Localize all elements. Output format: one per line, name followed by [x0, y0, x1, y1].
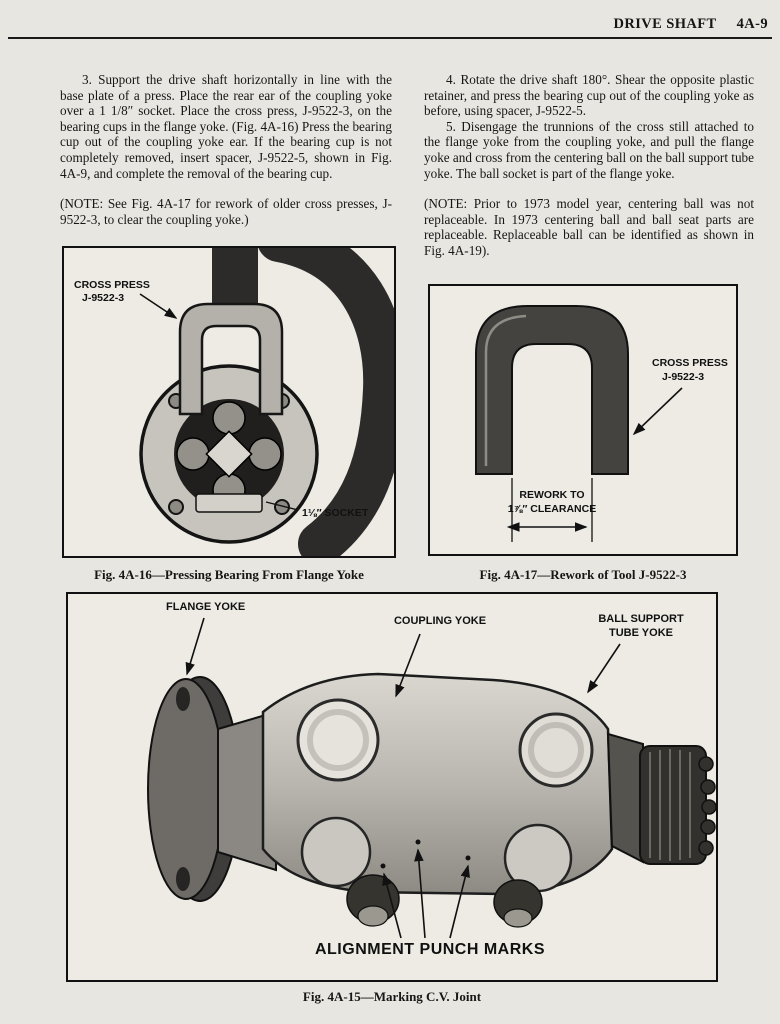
fig15-coupling-yoke-label: COUPLING YOKE — [393, 615, 487, 627]
fig17-cross-press-number: J-9522-3 — [662, 371, 705, 383]
right-note-paragraph: (NOTE: Prior to 1973 model year, centering ball was not replaceable. In 1973 centering ball and ball seat parts are replaceable. Replaceable ball can be identified as shown in Fig. 4A-19). — [424, 196, 754, 258]
header-rule — [8, 37, 772, 39]
fig17-cross-press-label: CROSS PRESS — [652, 357, 728, 369]
socket-tool — [196, 494, 262, 512]
figure-4a15-caption: Fig. 4A-15—Marking C.V. Joint — [302, 989, 482, 1004]
fig15-flange-yoke-arrow — [187, 618, 204, 674]
figure-4a16-box — [62, 246, 396, 558]
fig16-cross-press-arrow — [140, 294, 176, 318]
page-number: 4A-9 — [736, 16, 768, 32]
fig16-cross-press-label: CROSS PRESS — [74, 279, 150, 291]
figure-4a17-box — [428, 284, 738, 556]
right-column — [424, 72, 754, 259]
press-ram — [212, 248, 258, 306]
rework-dimension — [508, 478, 596, 542]
figure-4a17-caption: Fig. 4A-17—Rework of Tool J-9522-3 — [479, 567, 687, 582]
step-3-paragraph: 3. Support the drive shaft horizontally in line with the base plate of a press. Place the rear ear of the coupling yoke over a 1 1/8″ socket. Place the cross press, J-9522-3, on the bearing cups in the flange yoke. (Fig. 4A-16) Press the bearing cup out of the coupling yoke ear. If the bearing cup is not completely removed, insert spacer, J-9522-5, shown in Fig. 4A-9, and complete the removal of the bearing cup. — [60, 72, 392, 181]
fig17-rework-line2: 1⅞″ CLEARANCE — [507, 503, 597, 515]
fig-4a16-illustration — [64, 248, 394, 556]
fig15-ball-support-label-line2: TUBE YOKE — [609, 627, 673, 639]
page-header — [613, 16, 768, 33]
step-4-paragraph: 4. Rotate the drive shaft 180°. Shear the opposite plastic retainer, and press the bearing cup out of the coupling yoke as before, using spacer, J-9522-5. — [424, 72, 754, 119]
fig-4a15-photo — [68, 594, 716, 980]
left-note-paragraph: (NOTE: See Fig. 4A-17 for rework of older cross presses, J-9522-3, to clear the coupling yoke.) — [60, 196, 392, 227]
cross-press-tool — [476, 306, 628, 474]
fig15-ball-support-label-line1: BALL SUPPORT — [598, 613, 684, 625]
fig17-cross-press-arrow — [634, 388, 682, 434]
fig-4a17-illustration — [430, 286, 736, 554]
section-title: DRIVE SHAFT — [613, 16, 717, 32]
fig16-cross-press-number: J-9522-3 — [82, 292, 125, 304]
fig15-ball-support-arrow — [588, 644, 620, 692]
step-5-paragraph: 5. Disengage the trunnions of the cross still attached to the flange yoke from the coupling yoke, and pull the flange yoke and cross from the centering ball on the ball support tube yoke. The ball socket is part of the flange yoke. — [424, 118, 754, 181]
fig15-flange-yoke-label: FLANGE YOKE — [166, 601, 246, 613]
flange-yoke — [148, 677, 276, 901]
fig17-rework-line1: REWORK TO — [519, 489, 585, 501]
fig15-alignment-label: ALIGNMENT PUNCH MARKS — [314, 941, 546, 958]
figure-4a16-caption: Fig. 4A-16—Pressing Bearing From Flange Yoke — [94, 567, 364, 582]
ball-support-tube-yoke — [608, 734, 716, 864]
figure-4a15-box — [66, 592, 718, 982]
fig16-socket-label: 1⅛″ SOCKET — [302, 507, 369, 519]
left-column — [60, 72, 392, 227]
